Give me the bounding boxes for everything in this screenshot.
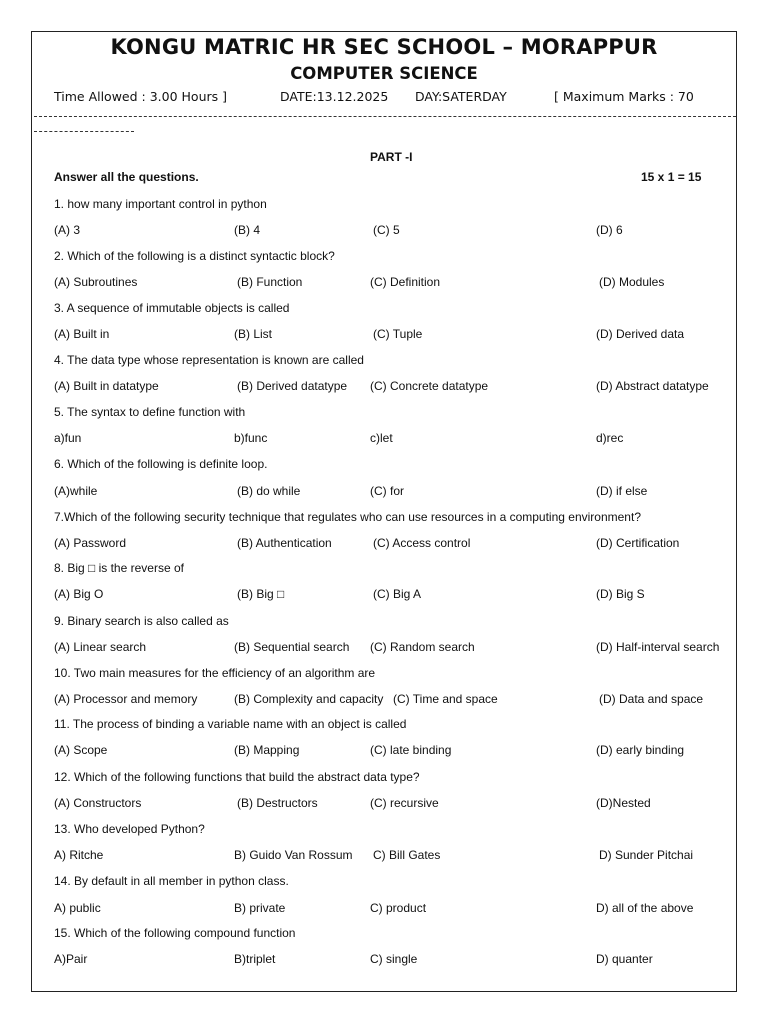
divider-line [34,116,736,117]
exam-day: DAY:SATERDAY [415,89,507,104]
divider-line-short [34,131,134,132]
q12-option-c: (C) recursive [370,796,439,810]
question-6: 6. Which of the following is definite loop. [54,457,268,471]
q4-option-c: (C) Concrete datatype [370,379,489,393]
q1-option-a: (A) 3 [54,223,81,237]
q9-option-d: (D) Half-interval search [596,640,720,654]
q4-option-b: (B) Derived datatype [237,379,348,393]
q9-option-b: (B) Sequential search [234,640,350,654]
question-5: 5. The syntax to define function with [54,405,246,419]
q5-option-a: a)fun [54,431,82,445]
q9-option-c: (C) Random search [370,640,475,654]
q10-option-b: (B) Complexity and capacity [234,692,384,706]
q12-option-a: (A) Constructors [54,796,142,810]
q10-option-d: (D) Data and space [599,692,704,706]
q2-option-c: (C) Definition [370,275,441,289]
q3-option-d: (D) Derived data [596,327,685,341]
q10-option-a: (A) Processor and memory [54,692,198,706]
question-7: 7.Which of the following security technique that regulates who can use resources in a computing environment? [54,510,641,524]
question-10: 10. Two main measures for the efficiency of an algorithm are [54,666,376,680]
q6-option-c: (C) for [370,484,404,498]
q1-option-b: (B) 4 [234,223,261,237]
q1-option-c: (C) 5 [373,223,400,237]
question-8: 8. Big □ is the reverse of [54,561,184,575]
q14-option-d: D) all of the above [596,901,694,915]
q9-option-a: (A) Linear search [54,640,147,654]
q3-option-a: (A) Built in [54,327,110,341]
q10-option-c: (C) Time and space [393,692,498,706]
question-12: 12. Which of the following functions that build the abstract data type? [54,770,420,784]
q8-option-b: (B) Big □ [237,587,285,601]
q7-option-b: (B) Authentication [237,536,332,550]
max-marks: [ Maximum Marks : 70 [554,89,694,104]
q2-option-d: (D) Modules [599,275,665,289]
q13-option-c: C) Bill Gates [373,848,441,862]
q2-option-b: (B) Function [237,275,303,289]
question-4: 4. The data type whose representation is known are called [54,353,364,367]
q6-option-b: (B) do while [237,484,301,498]
q11-option-b: (B) Mapping [234,743,300,757]
q14-option-b: B) private [234,901,286,915]
question-9: 9. Binary search is also called as [54,614,229,628]
q6-option-d: (D) if else [596,484,648,498]
question-13: 13. Who developed Python? [54,822,205,836]
q7-option-c: (C) Access control [373,536,471,550]
q4-option-d: (D) Abstract datatype [596,379,709,393]
subject-title: COMPUTER SCIENCE [290,64,478,83]
q8-option-a: (A) Big O [54,587,104,601]
q8-option-c: (C) Big A [373,587,422,601]
q1-option-d: (D) 6 [596,223,623,237]
q15-option-a: A)Pair [54,952,88,966]
q2-option-a: (A) Subroutines [54,275,138,289]
q3-option-b: (B) List [234,327,273,341]
school-name: KONGU MATRIC HR SEC SCHOOL – MORAPPUR [110,35,658,59]
part-heading: PART -I [370,150,413,164]
q14-option-a: A) public [54,901,101,915]
q15-option-d: D) quanter [596,952,653,966]
instruction: Answer all the questions. [54,170,199,184]
q13-option-a: A) Ritche [54,848,104,862]
q11-option-a: (A) Scope [54,743,108,757]
time-allowed: Time Allowed : 3.00 Hours ] [54,89,227,104]
question-14: 14. By default in all member in python class. [54,874,289,888]
q13-option-d: D) Sunder Pitchai [599,848,694,862]
q12-option-b: (B) Destructors [237,796,318,810]
q7-option-a: (A) Password [54,536,127,550]
q3-option-c: (C) Tuple [373,327,423,341]
q15-option-b: B)triplet [234,952,276,966]
q7-option-d: (D) Certification [596,536,680,550]
q12-option-d: (D)Nested [596,796,651,810]
q15-option-c: C) single [370,952,418,966]
q8-option-d: (D) Big S [596,587,645,601]
q14-option-c: C) product [370,901,427,915]
q4-option-a: (A) Built in datatype [54,379,159,393]
question-2: 2. Which of the following is a distinct syntactic block? [54,249,335,263]
q6-option-a: (A)while [54,484,98,498]
question-3: 3. A sequence of immutable objects is called [54,301,290,315]
q5-option-d: d)rec [596,431,624,445]
q5-option-c: c)let [370,431,393,445]
question-11: 11. The process of binding a variable name with an object is called [54,717,407,731]
question-1: 1. how many important control in python [54,197,267,211]
question-15: 15. Which of the following compound function [54,926,296,940]
q5-option-b: b)func [234,431,268,445]
q11-option-d: (D) early binding [596,743,685,757]
exam-date: DATE:13.12.2025 [280,89,389,104]
q13-option-b: B) Guido Van Rossum [234,848,353,862]
q11-option-c: (C) late binding [370,743,452,757]
marks-scheme: 15 x 1 = 15 [641,170,702,184]
